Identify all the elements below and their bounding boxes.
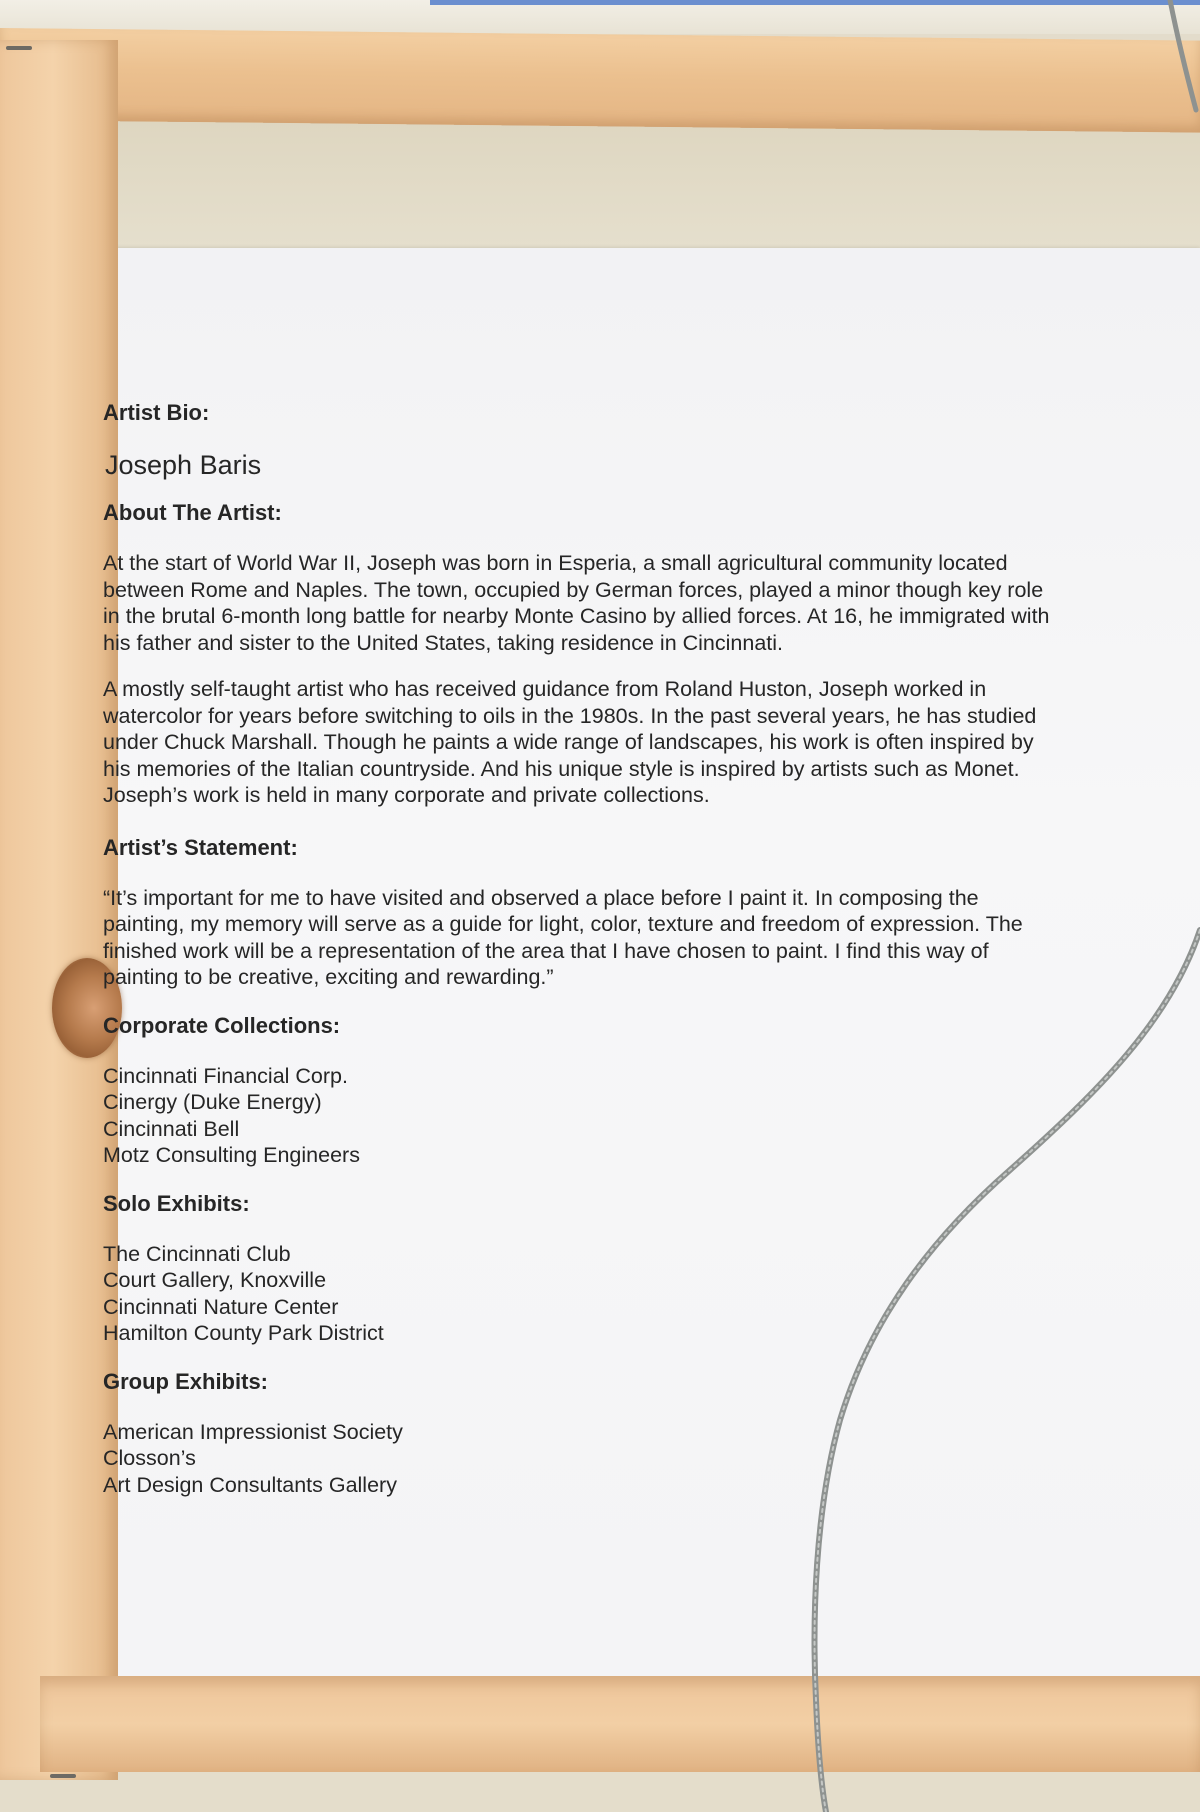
- stretcher-bar-bottom: [40, 1676, 1200, 1772]
- list-item: Hamilton County Park District: [103, 1321, 384, 1345]
- about-paragraph: A mostly self-taught artist who has received guidance from Roland Huston, Joseph worked in watercolor for years before switching to oils in the 1980s. In the past several years, he has studied under Chuck Marshall. Though he paints a wide range of landscapes, his work is often inspired by his memories of the Italian countryside. And his unique style is inspired by artists such as Monet. Joseph’s work is held in many corporate and private collections.: [103, 677, 1037, 807]
- list-item: Cincinnati Bell: [103, 1116, 240, 1141]
- stretcher-bar-top: [0, 28, 1200, 133]
- list-item: The Cincinnati Club: [103, 1241, 291, 1266]
- canvas-fabric-band: [80, 118, 1200, 248]
- about-paragraph: At the start of World War II, Joseph was born in Esperia, a small agricultural community located between Rome and Naples. The town, occupied by German forces, played a minor though key role in the brutal 6-month long battle for nearby Monte Casino by allied forces. At 16, he immigrated with his father and sister to the United States, taking residence in Cincinnati.: [103, 551, 1050, 655]
- list-item: Cinergy (Duke Energy): [103, 1090, 322, 1114]
- statement-text: “It’s important for me to have visited and observed a place before I paint it. In composing the painting, my memory will serve as a guide for light, color, texture and freedom of expression. The finished work will be a representation of the area that I have chosen to paint. I find this way of painting to be creative, exciting and rewarding.”: [103, 885, 1023, 989]
- list-item: Court Gallery, Knoxville: [103, 1268, 327, 1292]
- group-exhibits-list: [103, 1419, 1063, 1499]
- solo-exhibits-list: [103, 1241, 1063, 1347]
- list-item: Cincinnati Financial Corp.: [103, 1063, 348, 1088]
- about-heading: About The Artist:: [103, 500, 282, 525]
- list-item: American Impressionist Society: [103, 1419, 403, 1444]
- staple: [50, 1774, 76, 1778]
- artist-name: Joseph Baris: [105, 450, 262, 480]
- staple: [6, 46, 32, 50]
- corporate-collections-heading: Corporate Collections:: [103, 1012, 341, 1038]
- group-exhibits-heading: Group Exhibits:: [103, 1368, 268, 1394]
- artist-bio-document: [103, 398, 1063, 1498]
- corporate-collections-list: [103, 1063, 1063, 1169]
- list-item: Art Design Consultants Gallery: [103, 1472, 397, 1497]
- painted-canvas-edge: [430, 0, 1200, 5]
- list-item: Cincinnati Nature Center: [103, 1294, 339, 1319]
- list-item: Closson’s: [103, 1446, 196, 1470]
- stretcher-bar-left: [0, 40, 118, 1780]
- bio-heading: Artist Bio:: [103, 400, 210, 425]
- solo-exhibits-heading: Solo Exhibits:: [103, 1190, 250, 1216]
- statement-heading: Artist’s Statement:: [103, 834, 298, 860]
- list-item: Motz Consulting Engineers: [103, 1143, 360, 1167]
